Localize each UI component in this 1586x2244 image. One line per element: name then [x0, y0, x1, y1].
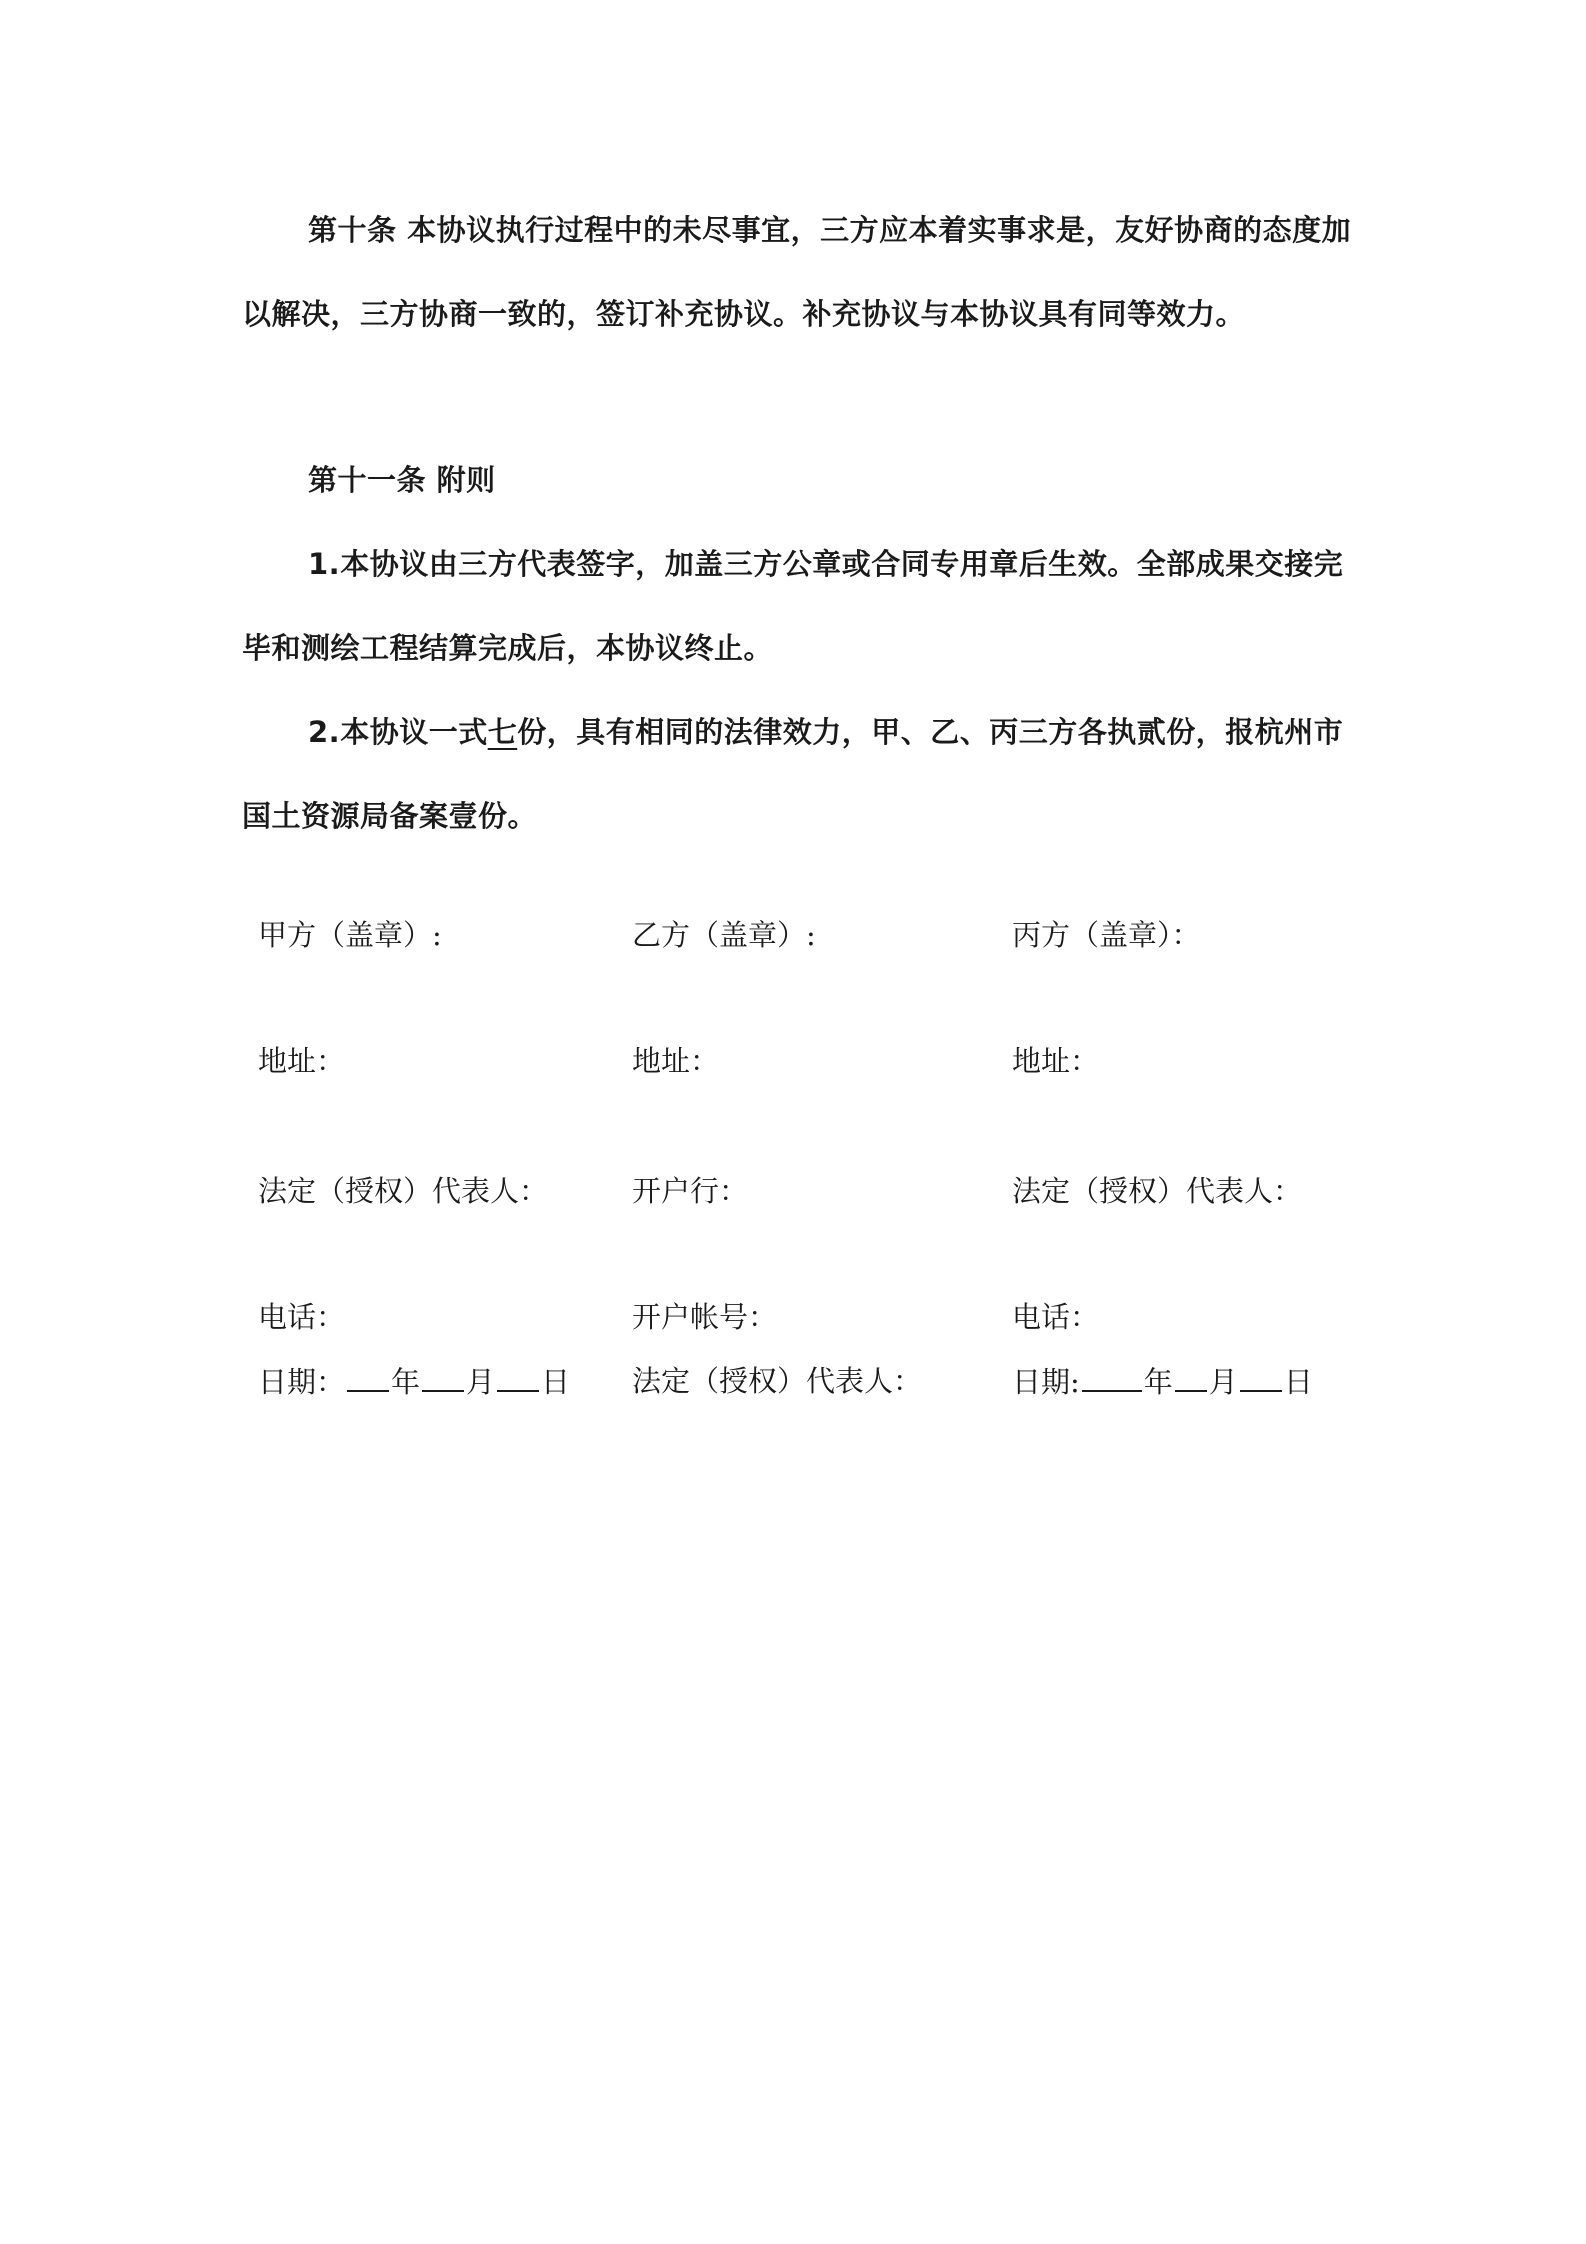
party-b-representative-label: 法定（授权）代表人： — [632, 1364, 923, 1398]
party-b-seal-label: 乙方（盖章）: — [632, 918, 816, 952]
party-c-seal-label: 丙方（盖章）： — [1012, 918, 1201, 952]
party-c-day-blank — [1240, 1364, 1282, 1392]
clause-1-paragraph: 1.本协议由三方代表签字，加盖三方公章或合同专用章后生效。全部成果交接完毕和测绘工程结算完成后，本协议终止。 — [242, 547, 1344, 665]
party-c-date-line — [1012, 1364, 1313, 1399]
party-a-phone-label: 电话： — [258, 1300, 346, 1334]
party-a-month-blank — [422, 1364, 464, 1392]
party-a-date-label: 日期： — [258, 1365, 346, 1399]
party-b-address-label: 地址： — [632, 1044, 720, 1078]
party-a-month-label: 月 — [466, 1365, 496, 1399]
party-a-day-label: 日 — [541, 1365, 571, 1399]
article-10-heading: 第十条 — [308, 213, 397, 247]
party-c-address-label: 地址： — [1012, 1044, 1100, 1078]
clause-2-copy-count: 七 — [487, 715, 518, 749]
party-a-seal-label: 甲方（盖章）: — [258, 918, 442, 952]
party-c-month-label: 月 — [1208, 1365, 1238, 1399]
party-b-account-label: 开户帐号： — [632, 1300, 778, 1334]
party-c-year-blank — [1082, 1364, 1142, 1392]
clause-2-paragraph — [242, 690, 1352, 858]
party-a-day-blank — [497, 1364, 539, 1392]
party-c-date-label: 日期: — [1012, 1365, 1080, 1399]
party-a-year-blank — [347, 1364, 389, 1392]
party-c-phone-label: 电话： — [1012, 1300, 1100, 1334]
party-a-representative-label: 法定（授权）代表人： — [258, 1174, 549, 1208]
article-10-paragraph — [242, 188, 1352, 356]
article-10-body: 本协议执行过程中的未尽事宜，三方应本着实事求是，友好协商的态度加以解决，三方协商一致的，签订补充协议。补充协议与本协议具有同等效力。 — [242, 213, 1352, 331]
party-c-day-label: 日 — [1283, 1365, 1313, 1399]
clause-2-text-before: 2.本协议一式 — [308, 715, 488, 749]
article-11-heading: 第十一条 — [308, 463, 427, 497]
article-11-heading-line — [242, 438, 1352, 522]
party-c-year-label: 年 — [1143, 1365, 1173, 1399]
article-11-title: 附则 — [436, 463, 496, 497]
party-a-address-label: 地址： — [258, 1044, 346, 1078]
party-a-year-label: 年 — [391, 1365, 421, 1399]
party-c-month-blank — [1175, 1364, 1207, 1392]
clause-2-text-after: 份，具有相同的法律效力，甲、乙、丙三方各执贰份，报杭州市国土资源局备案壹份。 — [242, 715, 1344, 833]
party-a-date-line — [258, 1364, 570, 1399]
party-c-representative-label: 法定（授权）代表人： — [1012, 1174, 1303, 1208]
party-b-bank-label: 开户行： — [632, 1174, 749, 1208]
